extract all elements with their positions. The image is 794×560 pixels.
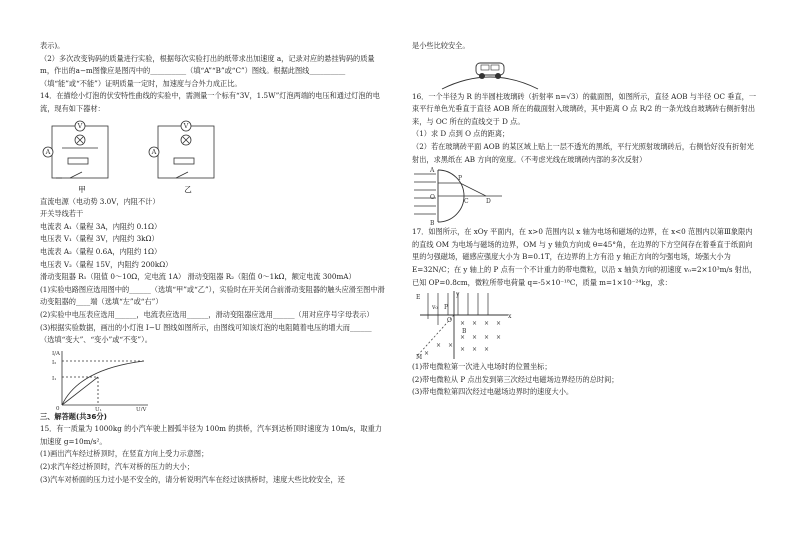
svg-text:A: A [151,147,157,156]
svg-text:×: × [484,346,490,354]
q13-tail: 表示)。 [40,41,65,50]
section-heading: 三、解答题(共36分) [40,411,107,421]
label-p2: P [444,304,449,312]
q15-part2: (2)求汽车经过桥顶时，汽车对桥的压力的大小； [40,462,194,472]
iu-curve [62,361,144,405]
equipment-2: 开关导线若干 [40,209,84,219]
svg-text:×: × [472,334,478,342]
label-jia: 甲 [78,184,86,194]
svg-text:×: × [436,342,442,350]
label-b2: B [462,328,467,336]
graph-xlabel: U/V [136,406,147,411]
q17-part1: (1)带电微粒第一次进入电场时的位置坐标； [412,362,552,372]
field-svg [414,289,514,361]
graph-i1: I₁ [52,375,57,382]
label-e: E [416,294,421,302]
q15-tail: 是小些比较安全。 [412,41,470,50]
label-p: P [458,175,463,183]
graph-u1: U₁ [95,406,102,411]
label-d: D [486,198,491,206]
svg-text:V: V [183,121,189,130]
car-bridge-figure [412,53,757,91]
right-column [412,40,757,399]
label-v0: v₀ [432,304,438,312]
svg-text:×: × [472,346,478,354]
svg-text:×: × [496,334,502,342]
label-x: x [508,313,512,321]
svg-text:×: × [496,320,502,328]
svg-text:A: A [45,147,51,156]
label-b: B [430,220,435,227]
equipment-4: 电压表 V₁（量程 3V，内阻约 3kΩ） [40,234,159,244]
car-wheel-left [479,73,485,79]
semicircle-svg [412,166,522,226]
q16-stem: 16．一个半径为 R 的半圆柱玻璃砖（折射率 n=√3）的截面图，如图所示，直径 AOB 与半径 OC 垂直，一束平行单色光垂直于直径 AOB 所在的截面射入玻璃砖，其中距离 O 点 R/2 的一条光线自玻璃砖右侧折射出来，与 OC 所在的直线交于 D 点。 [412,91,757,126]
q16-part2: （2）若在玻璃砖平面 AOB 的某区域上贴上一层不透光的黑纸，平行光照射玻璃砖后，右侧恰好没有折射光射出，求黑纸在 AB 方向的宽度。（不考虑光线在玻璃砖内部的多次反射） [412,141,754,164]
car-bridge-svg [440,53,540,91]
circuit-diagrams [40,116,385,196]
label-o: O [430,194,435,202]
svg-text:V: V [77,121,83,130]
iu-graph-svg [44,347,154,411]
equipment-7: 滑动变阻器 R₁（阻值 0～10Ω，定电流 1A） 滑动变阻器 R₂（阻值 0～1kΩ，额定电流 300mA） [40,272,356,282]
rheostat-yi [174,158,194,164]
q14-part1: (1)实验电路图应选用图中的______（选填“甲”或“乙”），实验时在开关闭合前滑动变阻器的触头应滑至图中滑动变阻器的____端（选填“左”或“右”） [40,284,385,307]
rheostat-jia [68,158,88,164]
equipment-3: 电流表 A₁（量程 3A，内阻约 0.1Ω） [40,221,162,231]
q17-part2: (2)带电微粒从 P 点出发到第三次经过电磁场边界经历的总时间； [412,374,619,384]
svg-text:×: × [472,320,478,328]
label-m: M [416,354,423,362]
circuit-svg [42,118,242,198]
svg-text:×: × [424,350,430,358]
graph-ylabel: I/A [52,350,60,357]
label-a: A [430,167,435,175]
equipment-5: 电流表 A₂（量程 0.6A，内阻约 1Ω） [40,246,162,256]
equipment-1: 直流电源（电动势 3.0V，内阻不计） [40,196,160,206]
label-yi: 乙 [184,184,192,194]
svg-text:×: × [460,346,466,354]
svg-text:×: × [448,342,454,350]
car-wheel-right [495,73,501,79]
equipment-6: 电压表 V₂（量程 15V，内阻约 200kΩ） [40,259,173,269]
q16-part1: （1）求 D 点到 O 点的距离； [412,129,510,139]
svg-text:×: × [460,320,466,328]
q15-stem: 15．有一质量为 1000kg 的小汽车驶上圆弧半径为 100m 的拱桥，汽车到达桥顶时速度为 10m/s，取重力加速度 g=10m/s²。 [40,424,382,446]
q15-part3: (3)汽车对桥面的压力过小是不安全的，请分析说明汽车在经过该拱桥时，速度大些比较安全，还 [40,474,345,484]
svg-text:×: × [484,320,490,328]
label-y: y [456,291,460,299]
svg-text:×: × [484,334,490,342]
graph-i2: I₂ [52,359,57,366]
q14-stem: 14．在描绘小灯泡的伏安特性曲线的实验中，需测量一个标有“3V，1.5W”灯泡两端的电压和通过灯泡的电流，现有如下器材： [40,91,380,113]
svg-text:×: × [460,334,466,342]
bridge-arc [442,77,538,89]
q14-part2: (2)实验中电压表应选用______，电流表应选用______，滑动变阻器应选用______（用对应序号字母表示） [40,309,374,319]
q17-stem: 17．如图所示，在 xOy 平面内，在 x>0 范围内以 x 轴为电场和磁场的边界，在 x<0 范围内以第Ⅲ象限内的直线 OM 为电场与磁场的边界，OM 与 y 轴负方向成 θ=45°角，在边界的下方空间存在着垂直于纸面向里的匀强磁场，磁感应强度大小为 B=0.1T，在边界的上方有沿 y 轴正方向的匀强电场，场强大小为 E=32N/C；在 y 轴上的 P 点有一个不计重力的带电微粒，以沿 x 轴负方向的初速度 v₀=2×10³m/s 射出，已知 OP=0.8cm，微粒所带电荷量 q=-5×10⁻¹⁸C，质量 m=1×10⁻²⁴kg，求： [412,227,757,287]
q14-part3: (3)根据实验数据，画出的小灯泡 I−U 图线如图所示，由图线可知该灯泡的电阻随着电压的增大而______（选填“变大”、“变小”或“不变”）。 [40,322,372,345]
q17-part3: (3)带电微粒第四次经过电磁场边界时的速度大小。 [412,387,574,397]
label-o2: O [447,317,452,325]
car-body [476,63,504,75]
iu-graph [40,347,385,411]
graph-origin: 0 [56,405,60,411]
label-c: C [464,198,469,206]
semicircle-figure [412,166,757,226]
left-column [40,40,385,486]
field-figure [412,289,757,361]
q13-part2: （2）多次改变钩码的质量进行实验，根据每次实验打出的纸带求出加速度 a，记录对应的悬挂钩码的质量m，作出的a−m图像应是图丙中的__________（填“A”“B”或“C”）图线。根据此图线__________（填“能”或“不能”）证明质量一定时，加速度与合外力成正比。 [40,53,375,88]
q15-part1: (1)画出汽车经过桥顶时，在竖直方向上受力示意图； [40,449,209,459]
